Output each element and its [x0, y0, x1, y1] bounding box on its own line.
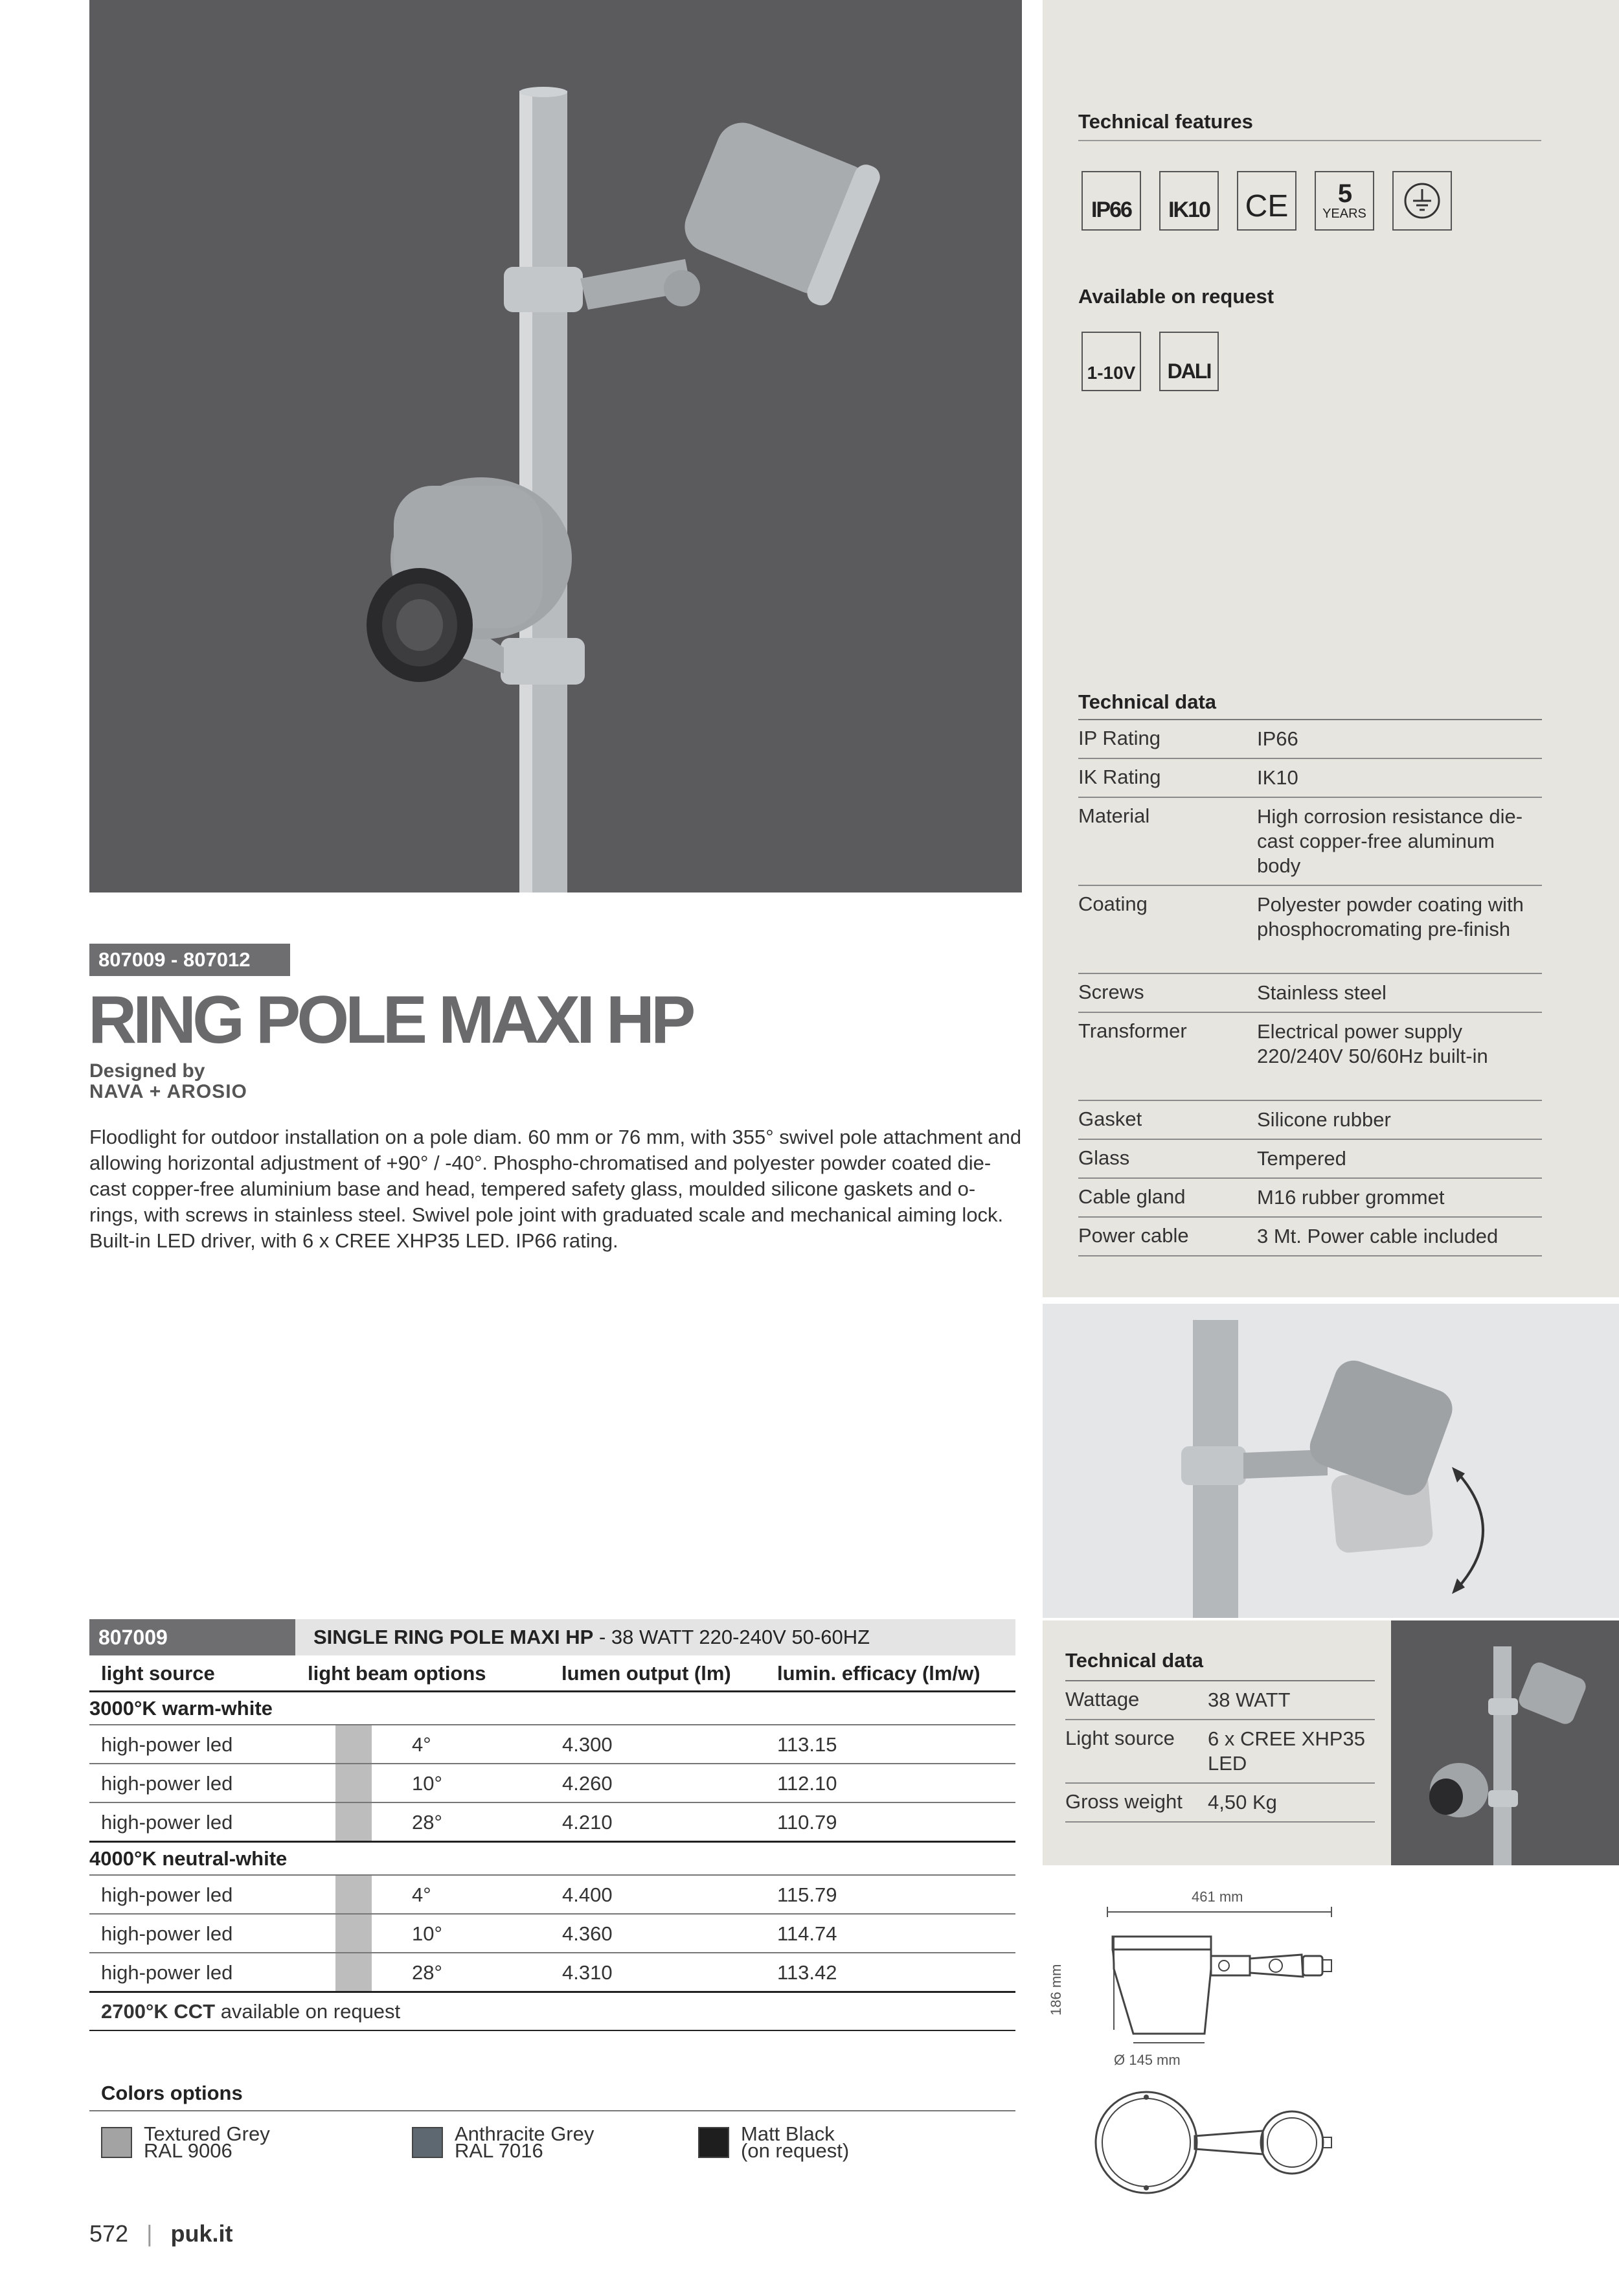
- product-title: RING POLE MAXI HP: [88, 983, 692, 1058]
- available-on-request-title: Available on request: [1078, 285, 1274, 308]
- beam-4-icon: [335, 1725, 372, 1763]
- tech2-row-light-source: Light source 6 x CREE XHP35 LED: [1065, 1720, 1375, 1784]
- dimension-width: 461 mm: [1192, 1889, 1243, 1905]
- tech2-row-wattage: Wattage 38 WATT: [1065, 1681, 1375, 1720]
- designed-by-label: Designed by: [89, 1060, 205, 1082]
- product-description: Floodlight for outdoor installation on a pole diam. 60 mm or 76 mm, with 355° swivel pole attachment and allowing horizontal adjustment of +90° / -40°. Phospho-chromatised and polyester powder coated die-cast copper-free aluminium base and head, tempered safety glass, moulded silicone gaskets and o-rings, with screws in stainless steel. Swivel pole joint with graduated scale and mechanical aiming lock. Built-in LED driver, with 6 x CREE XHP35 LED. IP66 rating.: [89, 1126, 1022, 1252]
- divider: [89, 2030, 1015, 2031]
- group-neutral-white: 4000°K neutral-white: [89, 1847, 288, 1870]
- tech-row-material: Material High corrosion resistance die-cast copper-free aluminum body: [1078, 798, 1542, 886]
- color-matt-black: Matt Black (on request): [741, 2122, 850, 2162]
- cct-note: 2700°K CCT available on request: [101, 2000, 401, 2023]
- col-lumen-output: lumen output (lm): [561, 1662, 731, 1685]
- warranty-5-years-badge: 5 YEARS: [1315, 171, 1374, 231]
- technical-data-2-title: Technical data: [1065, 1649, 1204, 1672]
- technical-features-title: Technical features: [1078, 110, 1253, 133]
- table-row: high-power led 10° 4.360 114.74: [89, 1915, 1015, 1953]
- top-view-drawing: [1088, 2078, 1334, 2207]
- table-row: high-power led 10° 4.260 112.10: [89, 1764, 1015, 1803]
- table-row: high-power led 4° 4.300 113.15: [89, 1725, 1015, 1764]
- product-thumbnail: [1391, 1620, 1619, 1865]
- table-row: high-power led 28° 4.210 110.79: [89, 1803, 1015, 1842]
- side-view-drawing: [1062, 1904, 1347, 2053]
- page-footer: 572 | puk.it: [89, 2220, 233, 2247]
- group-warm-white: 3000°K warm-white: [89, 1697, 273, 1720]
- col-light-beam: light beam options: [308, 1662, 486, 1685]
- color-swatch-matt-black: [698, 2127, 729, 2158]
- swivel-adjustment-image: [1043, 1304, 1619, 1618]
- dimming-1-10v-badge: 1-10V: [1081, 332, 1141, 391]
- tech-row-gasket: Gasket Silicone rubber: [1078, 1101, 1542, 1140]
- tech-row-power-cable: Power cable 3 Mt. Power cable included: [1078, 1218, 1542, 1256]
- tech-row-glass: Glass Tempered: [1078, 1140, 1542, 1179]
- tech2-row-gross-weight: Gross weight 4,50 Kg: [1065, 1784, 1375, 1823]
- page-number: 572: [89, 2220, 129, 2247]
- spec-table-title: SINGLE RING POLE MAXI HP - 38 WATT 220-240V 50-60HZ: [295, 1619, 1015, 1655]
- dimension-diameter: Ø 145 mm: [1114, 2052, 1181, 2068]
- divider: [89, 1991, 1015, 1993]
- designer-credit: [89, 1061, 247, 1102]
- ik10-badge: IK10: [1159, 171, 1219, 231]
- color-textured-grey: Textured Grey RAL 9006: [144, 2122, 270, 2162]
- site-link[interactable]: puk.it: [170, 2220, 233, 2247]
- product-code-range: 807009 - 807012: [89, 944, 290, 976]
- divider: [1078, 140, 1541, 141]
- divider: [89, 2110, 1015, 2111]
- beam-10-icon: [335, 1764, 372, 1802]
- tech-row-ip: IP Rating IP66: [1078, 720, 1542, 759]
- colors-options-title: Colors options: [101, 2082, 243, 2104]
- spec-table-code: 807009: [89, 1619, 295, 1655]
- beam-10-icon: [335, 1915, 372, 1952]
- tech-row-coating: Coating Polyester powder coating with phosphocromating pre-finish: [1078, 886, 1542, 974]
- tech-row-ik: IK Rating IK10: [1078, 759, 1542, 798]
- color-anthracite-grey: Anthracite Grey RAL 7016: [455, 2122, 594, 2162]
- tech-row-transformer: Transformer Electrical power supply 220/240V 50/60Hz built-in: [1078, 1013, 1542, 1101]
- beam-28-icon: [335, 1953, 372, 1991]
- col-lumin-efficacy: lumin. efficacy (lm/w): [777, 1662, 980, 1685]
- divider: [89, 1690, 1015, 1692]
- dali-badge: DALI: [1159, 332, 1219, 391]
- color-swatch-anthracite-grey: [412, 2127, 443, 2158]
- divider: [89, 1841, 1015, 1843]
- table-row: high-power led 28° 4.310 113.42: [89, 1953, 1015, 1992]
- ip66-badge: IP66: [1081, 171, 1141, 231]
- table-row: high-power led 4° 4.400 115.79: [89, 1876, 1015, 1915]
- tech-row-screws: Screws Stainless steel: [1078, 974, 1542, 1013]
- beam-4-icon: [335, 1876, 372, 1913]
- hero-product-photo: [89, 0, 1022, 892]
- tech-row-cable-gland: Cable gland M16 rubber grommet: [1078, 1179, 1542, 1218]
- technical-data-title: Technical data: [1078, 690, 1217, 713]
- beam-28-icon: [335, 1803, 372, 1841]
- color-swatch-textured-grey: [101, 2127, 132, 2158]
- earth-ground-icon: [1392, 171, 1452, 231]
- designer-name: NAVA + AROSIO: [89, 1081, 247, 1102]
- dimension-height: 186 mm: [1048, 1964, 1064, 2016]
- col-light-source: light source: [101, 1662, 215, 1685]
- ce-mark-badge: CE: [1237, 171, 1296, 231]
